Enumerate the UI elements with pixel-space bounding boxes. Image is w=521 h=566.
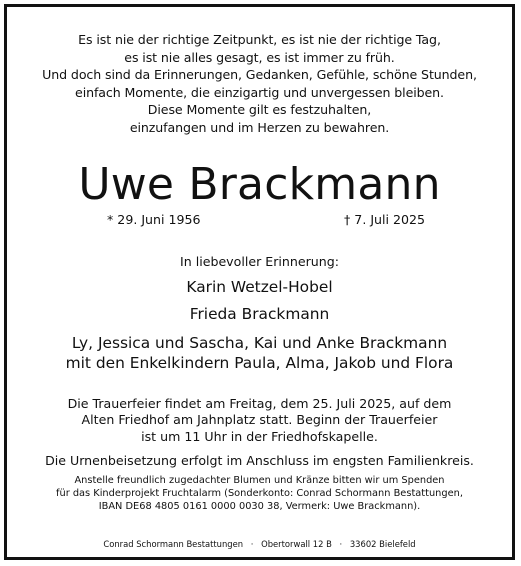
family-members — [7, 333, 512, 373]
funeral-home-city: 33602 Bielefeld — [349, 539, 416, 549]
donation-request — [7, 475, 512, 513]
poem-line: einfach Momente, die einzigartig und unvergessen bleiben. — [75, 84, 444, 100]
donation-line: IBAN DE68 4805 0161 0000 0030 38, Vermerk: Uwe Brackmann). — [98, 500, 421, 512]
family-line: Ly, Jessica und Sascha, Kai und Anke Brackmann — [71, 334, 448, 352]
service-line: ist um 11 Uhr in der Friedhofskapelle. — [141, 428, 378, 444]
service-line: Alten Friedhof am Jahnplatz statt. Beginn der Trauerfeier — [81, 412, 438, 428]
burial-info — [7, 453, 512, 469]
poem-line: es ist nie alles gesagt, es ist immer zu früh. — [124, 49, 395, 65]
poem-line: Diese Momente gilt es festzuhalten, — [147, 102, 372, 118]
deceased-name: Uwe Brackmann — [78, 159, 441, 210]
obituary-notice — [4, 4, 515, 560]
burial-line: Die Urnenbeisetzung erfolgt im Anschluss im engsten Familienkreis. — [45, 453, 474, 468]
birth-date: * 29. Juni 1956 — [107, 212, 201, 227]
footer-separator: · — [250, 539, 254, 549]
poem-line: einzufangen und im Herzen zu bewahren. — [129, 119, 390, 135]
funeral-home-footer — [7, 539, 512, 550]
funeral-service-info — [7, 396, 512, 445]
footer-separator: · — [339, 539, 343, 549]
family-line: mit den Enkelkindern Paula, Alma, Jakob und Flora — [65, 354, 454, 372]
mourners-intro: In liebevoller Erinnerung: — [180, 254, 339, 269]
mourner-name: Karin Wetzel-Hobel — [186, 278, 333, 296]
funeral-home-name: Conrad Schormann Bestattungen — [103, 539, 244, 549]
service-line: Die Trauerfeier findet am Freitag, dem 25. Juli 2025, auf dem — [67, 396, 452, 411]
donation-line: Anstelle freundlich zugedachter Blumen und Kränze bitten wir um Spenden — [74, 475, 445, 486]
poem-line: Es ist nie der richtige Zeitpunkt, es ist nie der richtige Tag, — [78, 32, 441, 47]
memorial-poem — [7, 31, 512, 137]
donation-line: für das Kinderprojekt Fruchtalarm (Sonderkonto: Conrad Schormann Bestattungen, — [56, 487, 463, 499]
poem-line: Und doch sind da Erinnerungen, Gedanken, Gefühle, schöne Stunden, — [42, 67, 477, 83]
mourner-name: Frieda Brackmann — [189, 305, 330, 323]
funeral-home-street: Obertorwall 12 B — [261, 539, 332, 549]
death-date: † 7. Juli 2025 — [344, 212, 426, 227]
